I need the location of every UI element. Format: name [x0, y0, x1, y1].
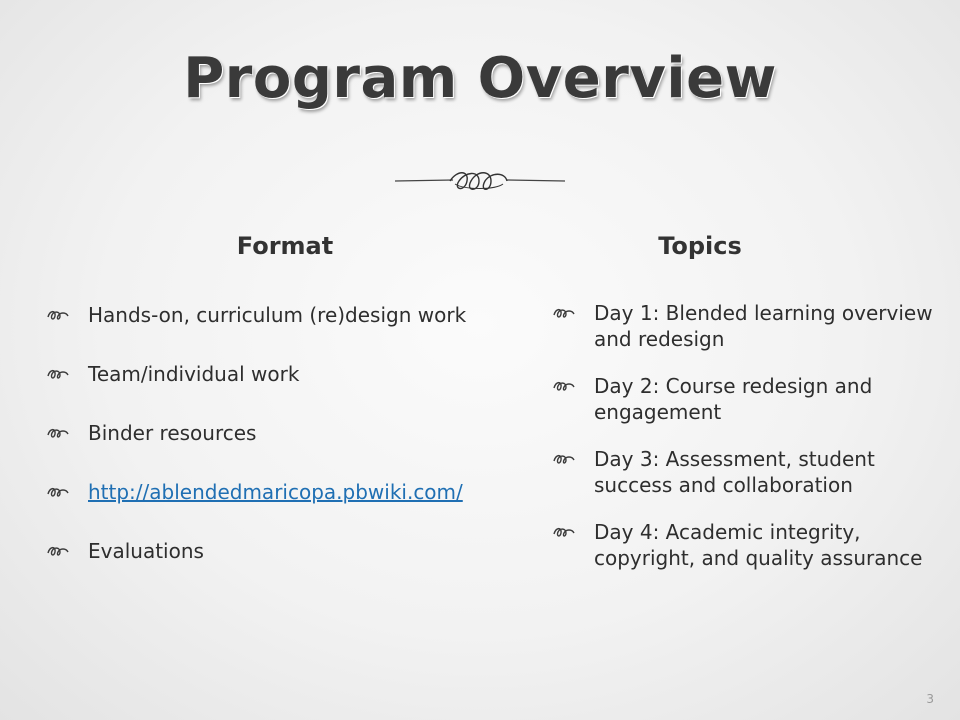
scroll-flourish-icon	[395, 168, 565, 194]
curly-bullet-icon	[46, 483, 70, 501]
curly-bullet-icon	[552, 450, 576, 468]
wiki-link[interactable]: http://ablendedmaricopa.pbwiki.com/	[88, 480, 463, 504]
topic-item-text: Day 2: Course redesign and engagement	[594, 374, 873, 424]
list-item	[552, 300, 942, 352]
curly-bullet-icon	[46, 424, 70, 442]
list-item	[46, 361, 486, 387]
topic-item-text: Day 1: Blended learning overview and redesign	[594, 301, 933, 351]
list-item	[46, 479, 486, 505]
format-item-text: Team/individual work	[88, 362, 300, 386]
topic-item-text: Day 4: Academic integrity, copyright, and quality assurance	[594, 520, 923, 570]
format-item-text: Evaluations	[88, 539, 204, 563]
topic-item-text: Day 3: Assessment, student success and collaboration	[594, 447, 875, 497]
topics-list	[552, 300, 942, 592]
curly-bullet-icon	[46, 542, 70, 560]
list-item	[46, 302, 486, 328]
list-item	[46, 420, 486, 446]
format-item-text: Hands-on, curriculum (re)design work	[88, 303, 467, 327]
curly-bullet-icon	[552, 304, 576, 322]
slide-number: 3	[926, 692, 934, 706]
list-item	[552, 519, 942, 571]
format-list	[46, 302, 486, 597]
list-item	[46, 538, 486, 564]
curly-bullet-icon	[552, 377, 576, 395]
curly-bullet-icon	[46, 306, 70, 324]
curly-bullet-icon	[552, 523, 576, 541]
page-title: Program Overview	[183, 46, 777, 111]
format-heading: Format	[236, 232, 334, 260]
format-item-text: Binder resources	[88, 421, 257, 445]
list-item	[552, 446, 942, 498]
list-item	[552, 373, 942, 425]
curly-bullet-icon	[46, 365, 70, 383]
topics-heading: Topics	[658, 232, 742, 260]
